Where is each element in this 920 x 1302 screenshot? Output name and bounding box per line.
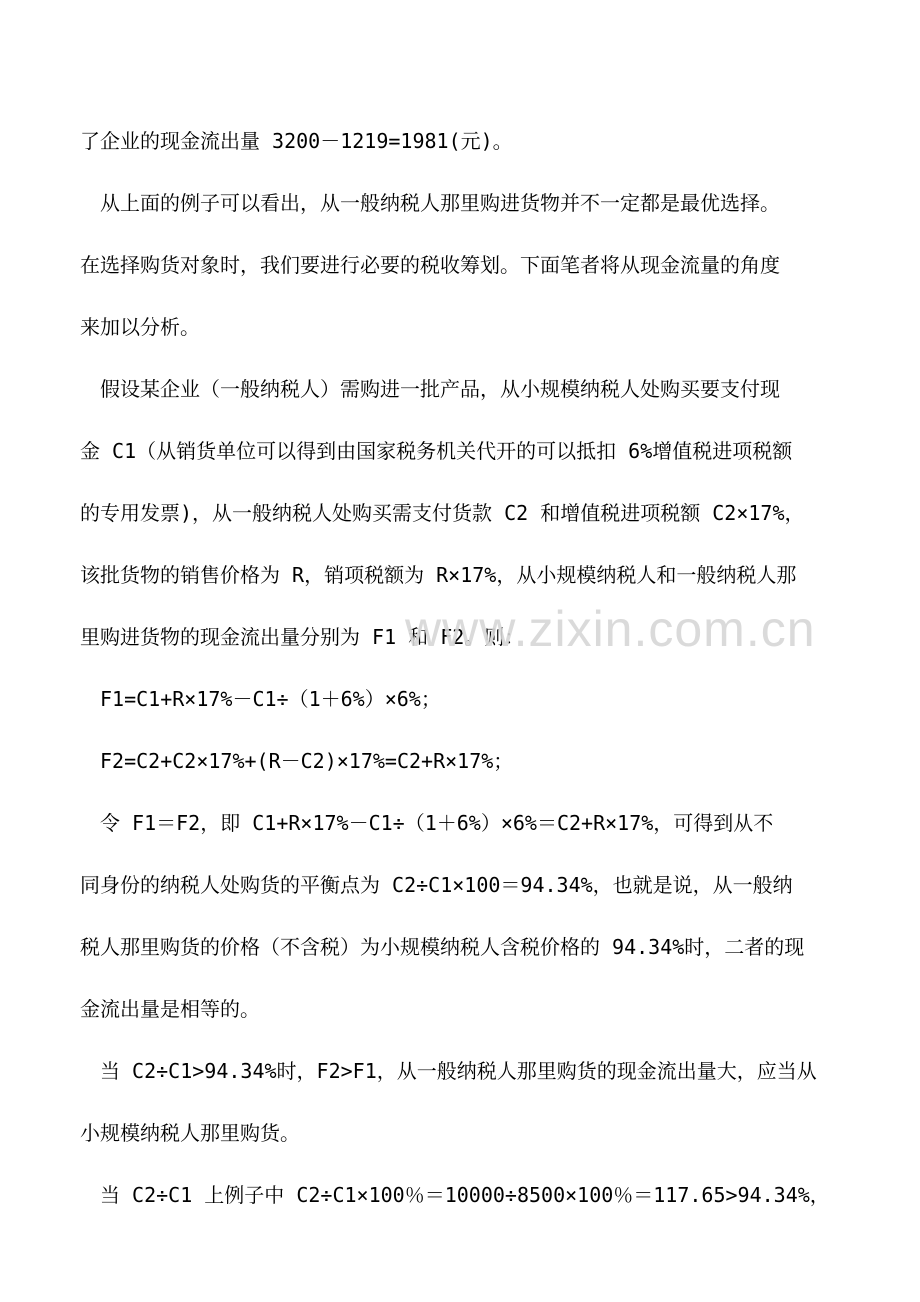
formula-line: F1=C1+R×17%－C1÷（1＋6%）×6%； xyxy=(80,687,441,711)
text-line: 从上面的例子可以看出，从一般纳税人那里购进货物并不一定都是最优选择。 xyxy=(80,191,780,215)
text-line: 当 C2÷C1 上例子中 C2÷C1×100％＝10000÷8500×100％＝117.65>94.34%， xyxy=(80,1183,830,1207)
text-line: 金 C1（从销货单位可以得到由国家税务机关代开的可以抵扣 6%增值税进项税额 xyxy=(80,439,793,463)
text-line: 来加以分析。 xyxy=(80,315,200,339)
text-line: 金流出量是相等的。 xyxy=(80,997,260,1021)
text-line: 里购进货物的现金流出量分别为 F1 和 F2。则： xyxy=(80,625,525,649)
text-line: 在选择购货对象时，我们要进行必要的税收筹划。下面笔者将从现金流量的角度 xyxy=(80,253,780,277)
text-line: 令 F1＝F2，即 C1+R×17%－C1÷（1＋6%）×6%＝C2+R×17%，可得到从不 xyxy=(80,811,774,835)
text-line: 同身份的纳税人处购货的平衡点为 C2÷C1×100＝94.34%，也就是说，从一般纳 xyxy=(80,873,793,897)
text-line: 假设某企业（一般纳税人）需购进一批产品，从小规模纳税人处购买要支付现 xyxy=(80,377,780,401)
text-line: 当 C2÷C1>94.34%时，F2>F1，从一般纳税人那里购货的现金流出量大，应当从 xyxy=(80,1059,817,1083)
watermark: www.zixin.com.cn xyxy=(405,601,816,657)
text-line: 该批货物的销售价格为 R，销项税额为 R×17%，从小规模纳税人和一般纳税人那 xyxy=(80,563,797,587)
formula-line: F2=C2+C2×17%+(R－C2)×17%=C2+R×17%； xyxy=(80,749,514,773)
text-line: 的专用发票)，从一般纳税人处购买需支付货款 C2 和增值税进项税额 C2×17%， xyxy=(80,501,805,525)
text-line: 税人那里购货的价格（不含税）为小规模纳税人含税价格的 94.34%时，二者的现 xyxy=(80,935,805,959)
text-line: 小规模纳税人那里购货。 xyxy=(80,1121,300,1145)
text-line: 了企业的现金流出量 3200－1219=1981(元)。 xyxy=(80,129,513,153)
